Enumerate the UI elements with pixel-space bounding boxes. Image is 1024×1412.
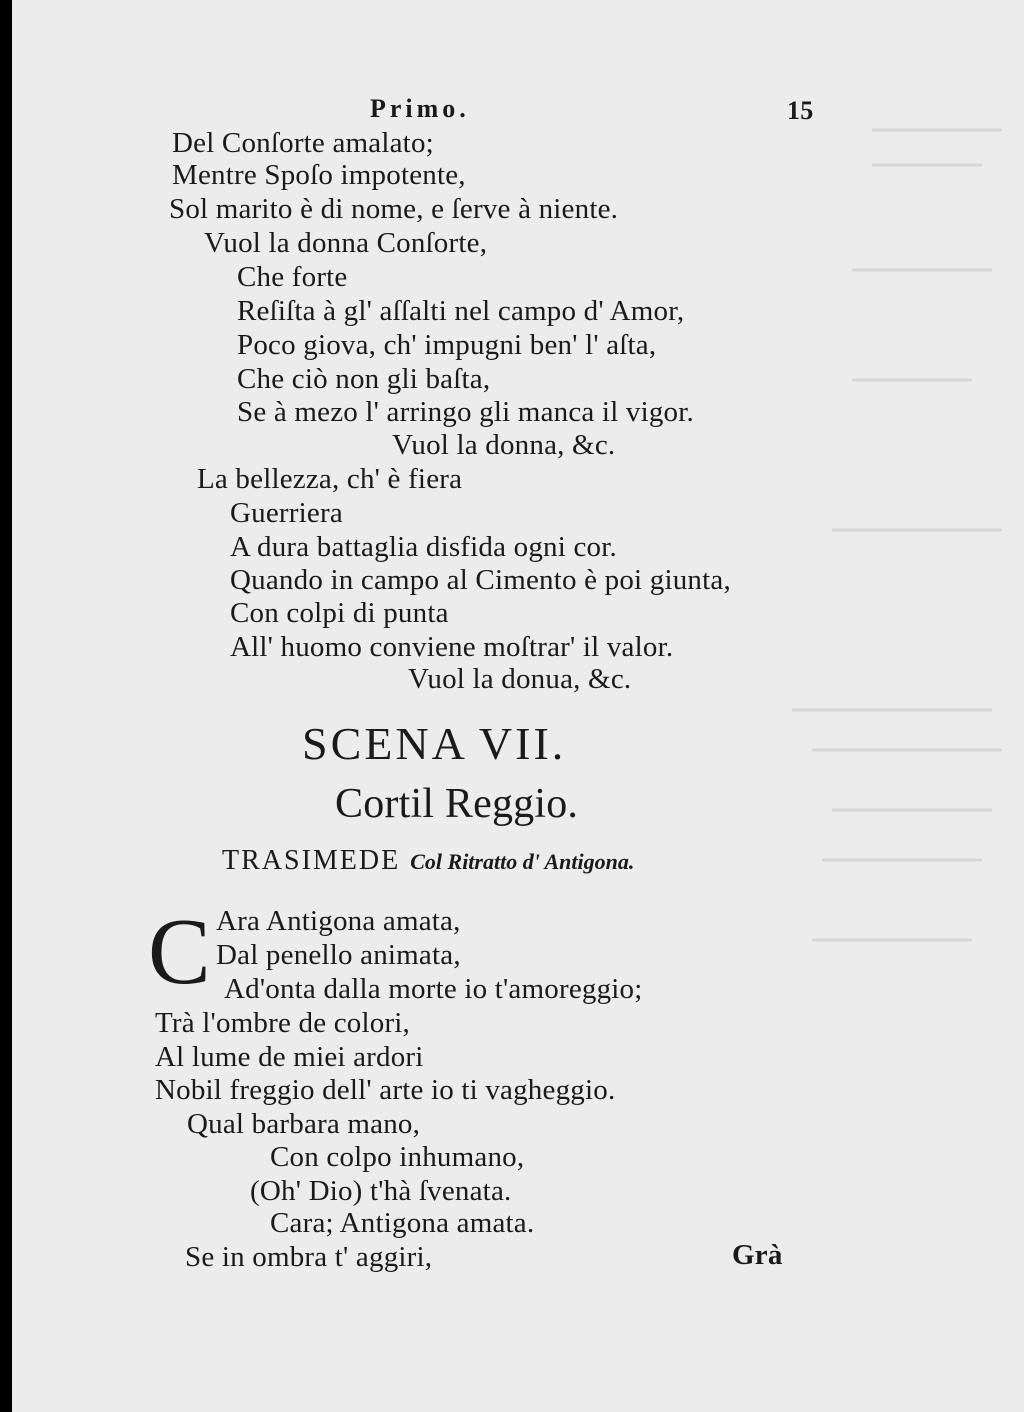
verse-line: Se à mezo l' arringo gli manca il vigor. — [237, 396, 694, 428]
verse-line: Ad'onta dalla morte io t'amoreggio; — [224, 973, 643, 1005]
verse-line: Con colpo inhumano, — [270, 1141, 525, 1173]
verse-line: (Oh' Dio) t'hà ſvenata. — [250, 1175, 512, 1207]
drop-cap: C — [148, 900, 211, 1004]
verse-line: Vuol la donna Conſorte, — [204, 227, 488, 259]
refrain-line: Vuol la donna, &c. — [392, 429, 616, 461]
verse-line: Reſiſta à gl' aſſalti nel campo d' Amor, — [237, 295, 685, 327]
running-title: Primo. — [370, 94, 470, 123]
verse-line: Ara Antigona amata, — [216, 905, 461, 937]
show-through-text — [712, 110, 1012, 1010]
book-page — [12, 0, 1024, 1412]
refrain-line: Vuol la donua, &c. — [408, 663, 632, 695]
speaker-name: TRASIMEDE — [222, 845, 401, 876]
verse-line: Quando in campo al Cimento è poi giunta, — [230, 564, 731, 596]
verse-line: Sol marito è di nome, e ſerve à niente. — [169, 193, 619, 225]
verse-line: Dal penello animata, — [216, 939, 461, 971]
verse-line: Mentre Spoſo impotente, — [172, 159, 466, 191]
verse-line: Che forte — [237, 261, 348, 293]
verse-line: Poco giova, ch' impugni ben' l' aſta, — [237, 329, 657, 361]
scene-title: SCENA VII. — [302, 718, 567, 769]
page-number: 15 — [787, 96, 814, 125]
verse-line: Che ciò non gli baſta, — [237, 363, 491, 395]
speaker-line — [222, 844, 634, 879]
verse-line: La bellezza, ch' è fiera — [197, 463, 463, 495]
verse-line: Guerriera — [230, 497, 343, 529]
verse-line: A dura battaglia disfida ogni cor. — [230, 531, 617, 563]
verse-line: Qual barbara mano, — [187, 1108, 421, 1140]
verse-line: Trà l'ombre de colori, — [155, 1007, 411, 1039]
verse-line: Con colpi di punta — [230, 597, 449, 629]
verse-line: Nobil freggio dell' arte io ti vagheggio. — [155, 1074, 616, 1106]
scene-setting: Cortil Reggio. — [335, 781, 579, 827]
catchword: Grà — [732, 1239, 783, 1271]
stage-direction: Col Ritratto d' Antigona. — [410, 849, 635, 874]
verse-line: Cara; Antigona amata. — [270, 1207, 535, 1239]
verse-line: All' huomo conviene moſtrar' il valor. — [230, 631, 674, 663]
verse-line: Al lume de miei ardori — [155, 1041, 424, 1073]
verse-line: Se in ombra t' aggiri, — [185, 1241, 433, 1273]
verse-line: Del Conſorte amalato; — [172, 127, 434, 159]
